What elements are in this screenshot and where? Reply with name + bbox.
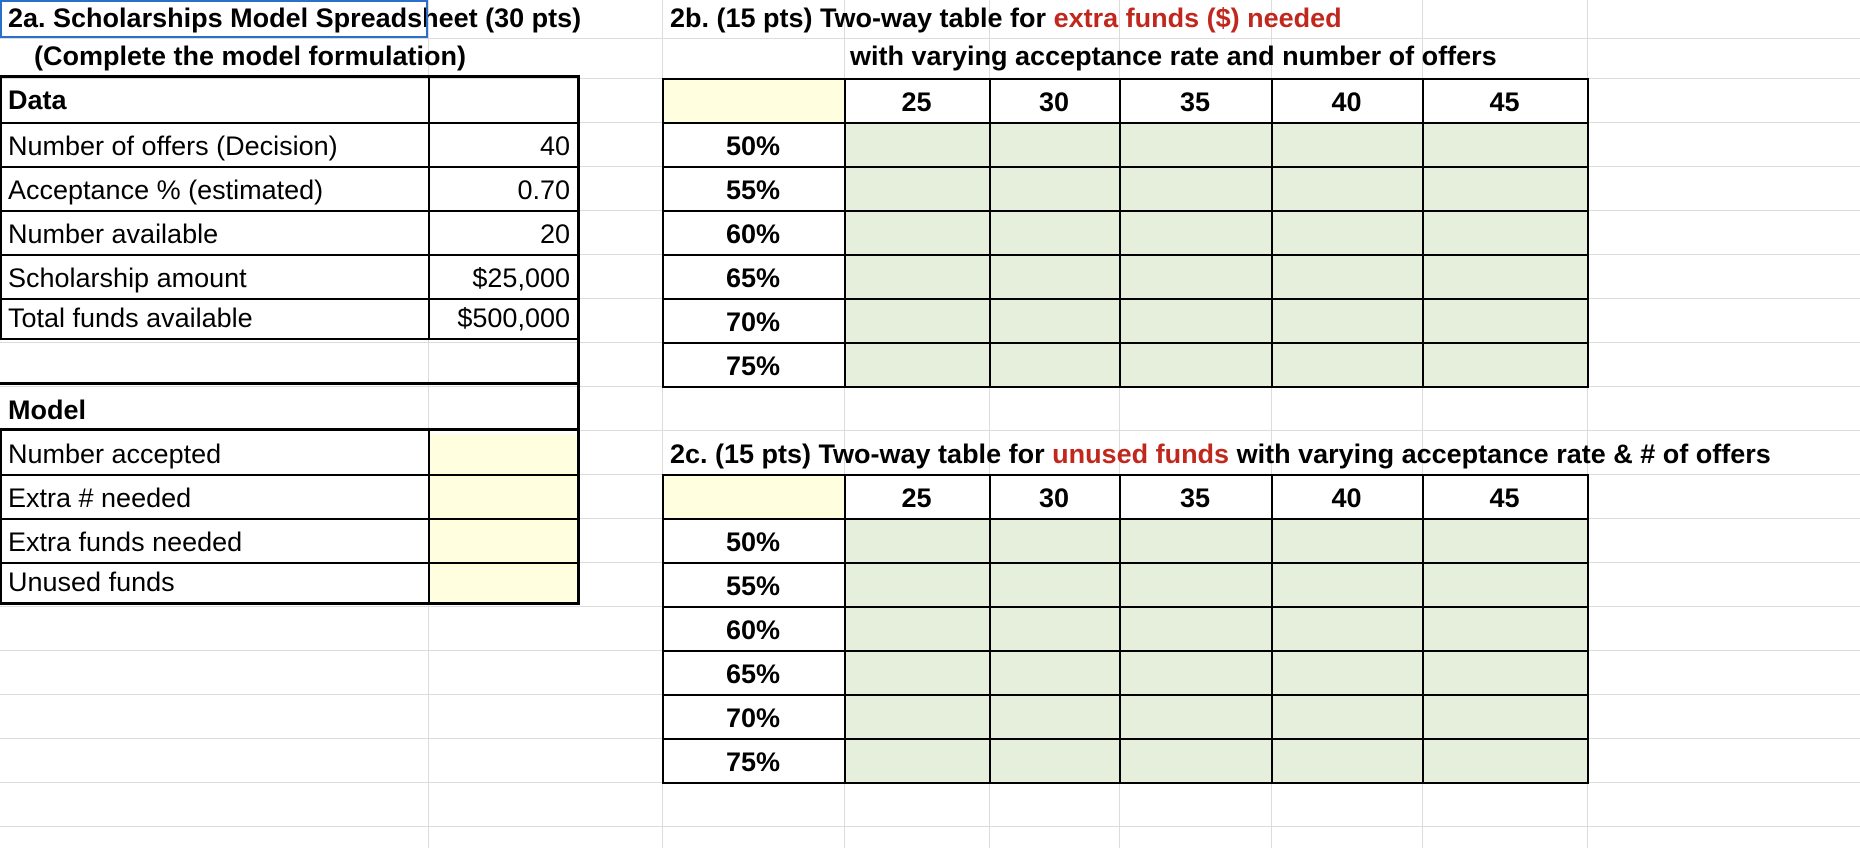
- table-2b-col-header[interactable]: 35: [1179, 86, 1211, 117]
- section-2c-title-suffix: with varying acceptance rate & # of offers: [1229, 438, 1771, 469]
- table-2c-col-header[interactable]: 40: [1331, 482, 1362, 513]
- model-label-extra-funds[interactable]: Extra funds needed: [8, 526, 243, 557]
- selected-cell[interactable]: [0, 0, 428, 38]
- table-2c-col-header[interactable]: 35: [1179, 482, 1211, 513]
- table-2b-col-header[interactable]: 45: [1489, 86, 1520, 117]
- table-2b-row-header[interactable]: 65%: [725, 262, 781, 293]
- table-2c-col-header[interactable]: 30: [1038, 482, 1070, 513]
- model-value-accepted[interactable]: [428, 434, 578, 474]
- data-label-total[interactable]: Total funds available: [8, 302, 253, 333]
- table-2c-col-header[interactable]: 45: [1489, 482, 1520, 513]
- table-2c-row-header[interactable]: 55%: [725, 570, 781, 601]
- table-2b-col-header[interactable]: 30: [1038, 86, 1070, 117]
- model-value-extra-number[interactable]: [428, 478, 578, 518]
- table-2b-row-header[interactable]: 55%: [725, 174, 781, 205]
- table-2b-col-header[interactable]: 40: [1331, 86, 1362, 117]
- table-2b-row-header[interactable]: 70%: [725, 306, 781, 337]
- table-2c-row-header[interactable]: 50%: [725, 526, 781, 557]
- section-2b-title-highlight: extra funds ($) needed: [1053, 3, 1342, 33]
- section-2c-title[interactable]: [662, 434, 1771, 474]
- model-value-unused-funds[interactable]: [428, 562, 578, 602]
- table-2c-row-header[interactable]: 60%: [725, 614, 781, 645]
- table-2c-row-header[interactable]: 75%: [725, 746, 781, 777]
- section-2c-title-highlight: unused funds: [1052, 438, 1230, 469]
- data-value-acceptance[interactable]: 0.70: [517, 174, 570, 205]
- data-value-offers[interactable]: 40: [539, 130, 570, 161]
- model-label-unused-funds[interactable]: Unused funds: [8, 566, 175, 597]
- model-header[interactable]: Model: [8, 394, 86, 425]
- section-2b-subtitle[interactable]: with varying acceptance rate and number of offers: [850, 41, 1497, 71]
- table-2c-row-header[interactable]: 65%: [725, 658, 781, 689]
- table-2c-col-header[interactable]: 25: [901, 482, 932, 513]
- section-2b-title[interactable]: [662, 0, 1342, 37]
- data-label-available[interactable]: Number available: [8, 218, 219, 249]
- table-2b-col-header[interactable]: 25: [901, 86, 932, 117]
- data-header[interactable]: Data: [8, 85, 67, 115]
- section-2a-subtitle[interactable]: (Complete the model formulation): [34, 41, 466, 71]
- table-2c-row-header[interactable]: 70%: [725, 702, 781, 733]
- data-label-offers[interactable]: Number of offers (Decision): [8, 130, 338, 161]
- table-2b-row-header[interactable]: 60%: [725, 218, 781, 249]
- data-value-amount[interactable]: $25,000: [472, 262, 570, 293]
- table-2b-row-header[interactable]: 75%: [725, 350, 781, 381]
- section-2a-title[interactable]: 2a. Scholarships Model Spreadsheet (30 pts): [8, 3, 582, 33]
- data-value-available[interactable]: 20: [539, 218, 570, 249]
- model-value-extra-funds[interactable]: [428, 522, 578, 562]
- data-label-amount[interactable]: Scholarship amount: [8, 262, 247, 293]
- data-value-total[interactable]: $500,000: [457, 302, 570, 333]
- model-label-accepted[interactable]: Number accepted: [8, 438, 222, 469]
- model-label-extra-number[interactable]: Extra # needed: [8, 482, 192, 513]
- section-2c-title-prefix: 2c. (15 pts) Two-way table for: [670, 438, 1053, 469]
- table-2b-row-header[interactable]: 50%: [725, 130, 781, 161]
- data-label-acceptance[interactable]: Acceptance % (estimated): [8, 174, 324, 205]
- section-2b-title-prefix: 2b. (15 pts) Two-way table for: [670, 3, 1054, 33]
